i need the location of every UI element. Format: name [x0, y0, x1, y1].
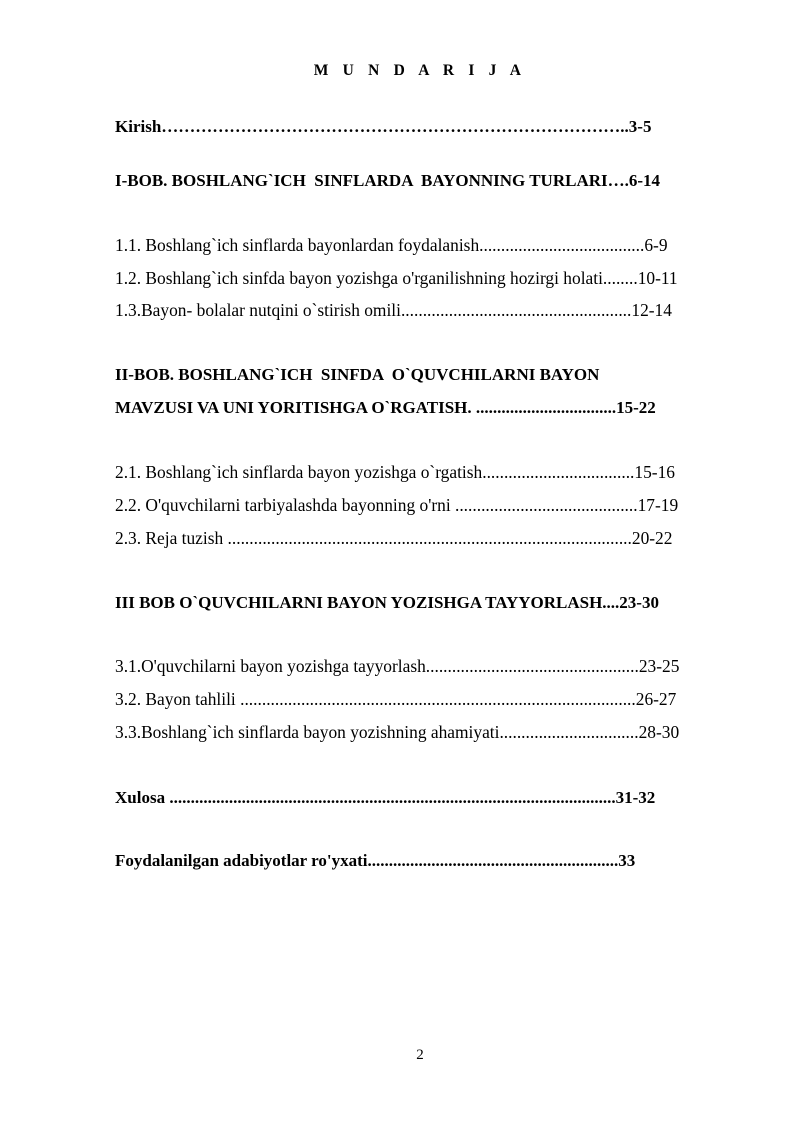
toc-entry-xulosa: Xulosa .........................................................................................................31-32 — [115, 788, 656, 807]
toc-section-3-3: 3.3.Boshlang`ich sinflarda bayon yozishning ahamiyati................................28-30 — [115, 722, 680, 742]
toc-entry-bibliography: Foydalanilgan adabiyotlar ro'yxati...........................................................33 — [115, 851, 636, 870]
toc-section-1-3: 1.3.Bayon- bolalar nutqini o`stirish omili.....................................................12-14 — [115, 300, 672, 320]
toc-section-1-1: 1.1. Boshlang`ich sinflarda bayonlardan foydalanish......................................6-9 — [115, 235, 668, 255]
toc-chapter-3: III BOB O`QUVCHILARNI BAYON YOZISHGA TAYYORLASH....23-30 — [115, 593, 659, 612]
toc-section-3-1: 3.1.O'quvchilarni bayon yozishga tayyorlash.................................................23-25 — [115, 656, 680, 676]
toc-section-2-2: 2.2. O'quvchilarni tarbiyalashda bayonning o'rni ..........................................17-19 — [115, 495, 679, 515]
toc-entry-kirish: Kirish………………………………………………………………………..3-5 — [115, 117, 652, 136]
toc-section-1-2: 1.2. Boshlang`ich sinfda bayon yozishga o'rganilishning hozirgi holati........10-11 — [115, 268, 678, 288]
toc-chapter-1: I-BOB. BOSHLANG`ICH SINFLARDA BAYONNING TURLARI….6-14 — [115, 171, 661, 190]
toc-section-2-1: 2.1. Boshlang`ich sinflarda bayon yozishga o`rgatish...................................15-16 — [115, 462, 675, 482]
page-title: M U N D A R I J A — [313, 62, 527, 79]
toc-section-2-3: 2.3. Reja tuzish .............................................................................................20-22 — [115, 528, 673, 548]
toc-section-3-2: 3.2. Bayon tahlili ...........................................................................................26-27 — [115, 689, 677, 709]
toc-chapter-2-line-2: MAVZUSI VA UNI YORITISHGA O`RGATISH. .................................15-22 — [115, 398, 656, 417]
toc-chapter-2-line-1: II-BOB. BOSHLANG`ICH SINFDA O`QUVCHILARNI BAYON — [115, 365, 600, 384]
page-number: 2 — [416, 1047, 424, 1063]
